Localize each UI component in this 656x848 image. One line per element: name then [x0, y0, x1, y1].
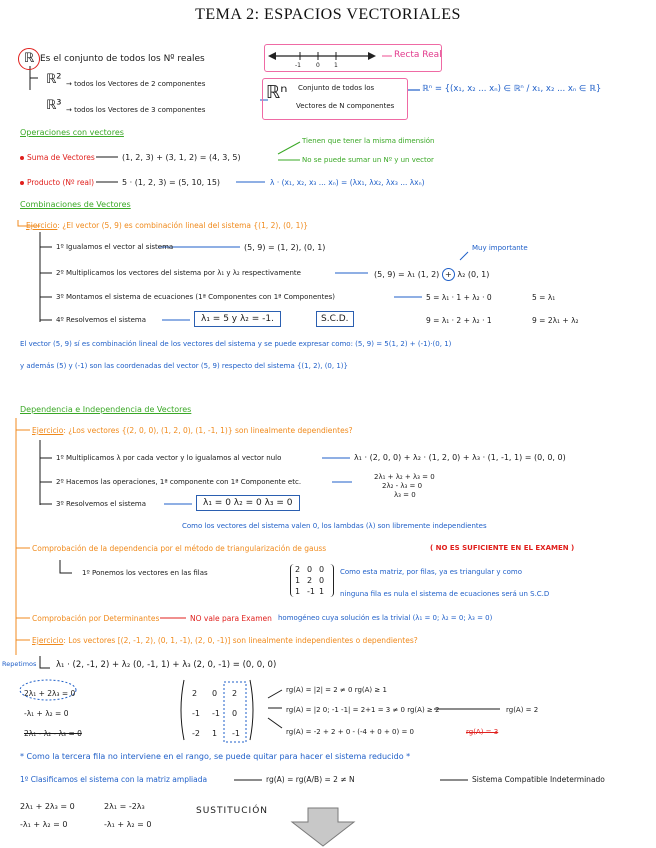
sustitucion-system: 2λ₁ + 2λ₃ = 0 -λ₁ + λ₂ = 0 [20, 802, 75, 829]
dep-step3: 3º Resolvemos el sistema [56, 500, 147, 508]
comb-step3: 3º Montamos el sistema de ecuaciones (1ª Componentes con 1ª Componentes) [56, 293, 336, 301]
producto-label: Producto (Nº real) [20, 178, 94, 187]
dep-step2-system: 2λ₁ + λ₂ + λ₃ = 0 2λ₂ - λ₃ = 0 λ₃ = 0 [374, 473, 435, 499]
comb-step1: 1º Igualamos el vector al sistema [56, 243, 174, 251]
comb-step3-eq1: 5 = λ₁ · 1 + λ₂ · 0 [426, 293, 492, 302]
comb-step2: 2º Multiplicamos los vectores del sistema por λ₁ y λ₂ respectivamente [56, 269, 301, 277]
clasificamos-result: Sistema Compatible Indeterminado [472, 775, 605, 784]
rn-text-1: Conjunto de todos los [298, 84, 375, 92]
r3-symbol: ℝ³ [46, 98, 62, 113]
combinaciones-ejercicio: Ejercicio: ¿El vector (5, 9) es combinación lineal del sistema {(1, 2), (0, 1)} [26, 221, 309, 230]
repetimos-label: Repetimos [2, 660, 37, 668]
matrix-rango: 2 0 2 -1 -1 0 -2 1 -1 [192, 689, 240, 738]
det-text: homogéneo cuya solución es la trivial (λ₁ = 0; λ₂ = 0; λ₃ = 0) [278, 614, 493, 622]
gauss-label: Comprobación de la dependencia por el método de triangularización de gauss [32, 544, 327, 553]
dep-ej2-expr: λ₁ · (2, -1, 2) + λ₂ (0, -1, 1) + λ₃ (2, 0, -1) = (0, 0, 0) [56, 660, 277, 670]
operaciones-heading: Operaciones con vectores [20, 128, 124, 137]
note-no-sumar: No se puede sumar un Nº y un vector [302, 156, 434, 164]
comb-step3-r1: 5 = λ₁ [532, 293, 556, 302]
comb-step4-scd: S.C.D. [316, 311, 354, 327]
comb-step2-expr: (5, 9) = λ₁ (1, 2) + λ₂ (0, 1) [374, 270, 490, 279]
combinaciones-heading: Combinaciones de Vectores [20, 200, 131, 209]
rango-1: rg(A) = |2| = 2 ≠ 0 rg(A) ≥ 1 [286, 686, 387, 694]
gauss-text-1: Como esta matriz, por filas, ya es triangular y como [340, 568, 523, 576]
dep-ej2: Ejercicio: Los vectores [(2, -1, 2), (0, 1, -1), (2, 0, -1)] son linealmente independientes o dependientes? [32, 636, 418, 645]
dep-step1: 1º Multiplicamos λ por cada vector y lo igualamos al vector nulo [56, 454, 282, 462]
recta-tick-3: 1 [334, 62, 338, 69]
dep-step2: 2º Hacemos las operaciones, 1ª componente con 1ª Componente etc. [56, 478, 302, 486]
producto-general: λ · (x₁, x₂, x₃ ... xₙ) = (λx₁, λx₂, λx₃ ... λxₙ) [270, 178, 425, 187]
rango-2-result: rg(A) = 2 [506, 706, 539, 714]
comb-conclusion-1: El vector (5, 9) sí es combinación lineal de los vectores del sistema y se puede expresar como: (5, 9) = 5(1, 2) + (-1)·(0, 1) [20, 340, 452, 348]
producto-expression: 5 · (1, 2, 3) = (5, 10, 15) [122, 178, 221, 187]
rn-text-2: Vectores de N componentes [296, 102, 395, 110]
comb-conclusion-2: y además (5) y (-1) son las coordenadas del vector (5, 9) respecto del sistema {(1, 2), (0, 1)} [20, 362, 348, 370]
clasificamos-step: 1º Clasificamos el sistema con la matriz ampliada [20, 775, 208, 784]
gauss-step: 1º Ponemos los vectores en las filas [82, 569, 208, 577]
muy-importante-note: Muy importante [472, 244, 528, 252]
rn-symbol: ℝⁿ [266, 82, 288, 103]
reales-definition: Es el conjunto de todos los Nº reales [40, 54, 205, 64]
r2-text: → todos los Vectores de 2 componentes [66, 80, 206, 88]
det-label: Comprobación por Determinantes [32, 614, 160, 623]
r2-symbol: ℝ² [46, 72, 62, 87]
rango-2: rg(A) = |2 0; -1 -1| = 2+1 = 3 ≠ 0 rg(A) ≥ 2 [286, 706, 440, 714]
note-misma-dimension: Tienen que tener la misma dimensión [302, 137, 435, 145]
dependencia-heading: Dependencia e Independencia de Vectores [20, 405, 192, 414]
page-title: TEMA 2: ESPACIOS VECTORIALES [195, 6, 461, 23]
note-tercera-fila: * Como la tercera fila no interviene en el rango, se puede quitar para hacer el sistema reducido * [20, 752, 411, 761]
dep-step1-expr: λ₁ · (2, 0, 0) + λ₂ · (1, 2, 0) + λ₃ · (1, -1, 1) = (0, 0, 0) [354, 453, 566, 462]
dep-step3-solution: λ₁ = 0 λ₂ = 0 λ₃ = 0 [196, 495, 300, 511]
comb-step3-r2: 9 = 2λ₁ + λ₂ [532, 316, 579, 325]
matrix-gauss: 2 0 0 1 2 0 1 -1 1 [290, 564, 334, 597]
rango-3: rg(A) = -2 + 2 + 0 - (-4 + 0 + 0) = 0 [286, 728, 415, 736]
gauss-text-2: ninguna fila es nula el sistema de ecuaciones será un S.C.D [340, 590, 550, 598]
det-no-examen: NO vale para Examen [190, 614, 272, 623]
rango-3-strike: rg(A) = 3 [466, 728, 499, 736]
sustitucion-result: 2λ₁ = -2λ₃ -λ₁ + λ₂ = 0 [104, 802, 152, 829]
suma-expression: (1, 2, 3) + (3, 1, 2) = (4, 3, 5) [122, 153, 241, 162]
comb-step1-expr: (5, 9) = (1, 2), (0, 1) [244, 243, 326, 252]
recta-tick-1: -1 [295, 62, 301, 69]
comb-step4-solution: λ₁ = 5 y λ₂ = -1. [194, 311, 281, 327]
gauss-warning: ( NO ES SUFICIENTE EN EL EXAMEN ) [430, 544, 575, 552]
clasificamos-expr: rg(A) = rg(A/B) = 2 ≠ N [266, 775, 355, 784]
sustitucion-label: SUSTITUCIÓN [196, 806, 269, 816]
comb-step3-eq2: 9 = λ₁ · 2 + λ₂ · 1 [426, 316, 492, 325]
r3-text: → todos los Vectores de 3 componentes [66, 106, 206, 114]
recta-real-label: Recta Real [394, 50, 442, 60]
recta-tick-2: 0 [316, 62, 320, 69]
dep-ejercicio: Ejercicio: ¿Los vectores {(2, 0, 0), (1, 2, 0), (1, -1, 1)} son linealmente dependientes? [32, 426, 353, 435]
rn-formula: ℝⁿ = {(x₁, x₂ ... xₙ) ∈ ℝⁿ / x₁, x₂ ... xₙ ∈ ℝ} [422, 84, 602, 94]
dep-step3-conclusion: Como los vectores del sistema valen 0, los lambdas (λ) son libremente independientes [182, 522, 487, 530]
suma-label: Suma de Vectores [20, 153, 95, 162]
reales-symbol: ℝ [18, 48, 40, 70]
dep-ej2-system: 2λ₁ + 2λ₃ = 0 -λ₁ + λ₂ = 0 2λ₁ - λ₂ - λ₃ = 0 [24, 689, 82, 738]
comb-step4: 4º Resolvemos el sistema [56, 316, 147, 324]
